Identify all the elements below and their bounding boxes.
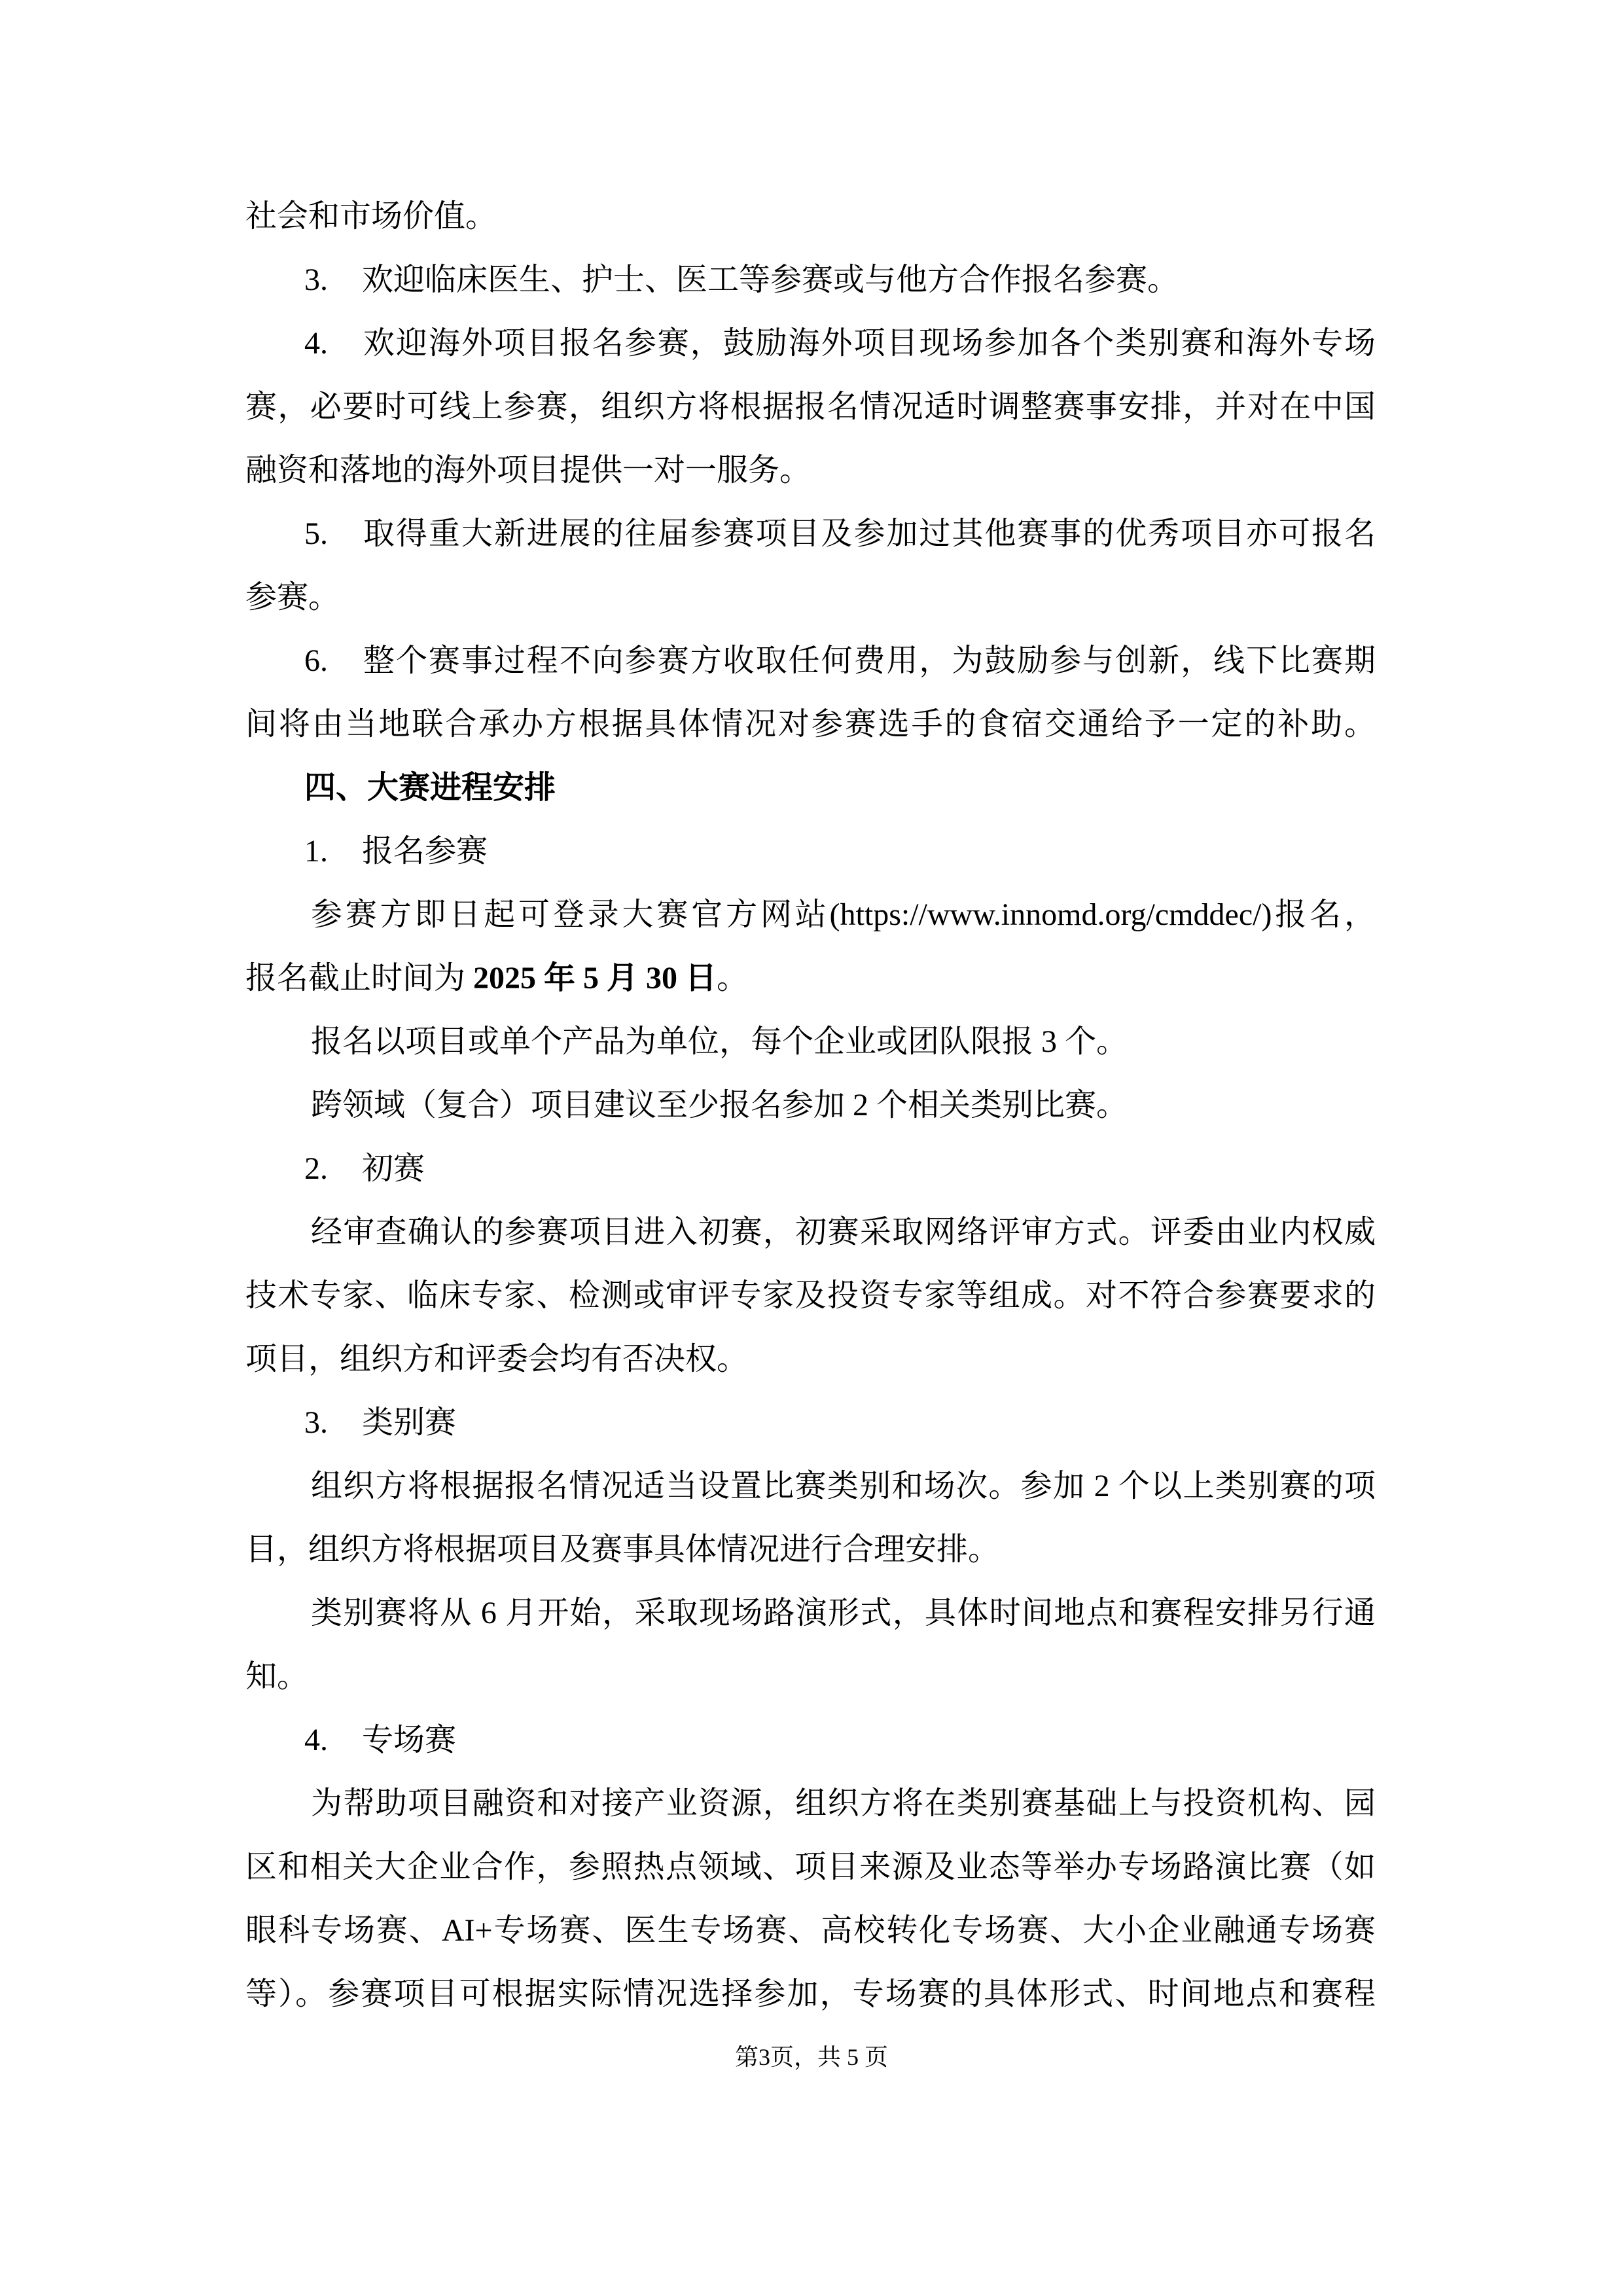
text-segment: 融资和落地的海外项目提供一对一服务。	[245, 453, 812, 488]
text-segment: 组织方将根据报名情况适当设置比赛类别和场次。参加 2 个以上类别赛的项	[311, 1469, 1376, 1503]
text-segment: 技术专家、临床专家、检测或审评专家及投资专家等组成。对不符合参赛要求的	[245, 1278, 1376, 1313]
text-line	[245, 692, 1376, 756]
numbered-line	[245, 248, 1376, 312]
text-line	[245, 1200, 1376, 1264]
text-segment: 参赛。	[245, 580, 340, 615]
numbered-line	[245, 1708, 1376, 1772]
numbered-line	[245, 629, 1376, 692]
list-number: 2.	[304, 1151, 328, 1186]
numbered-line	[245, 1391, 1376, 1454]
text-line	[245, 185, 1376, 248]
text-line	[245, 946, 1376, 1010]
text-segment: 欢迎海外项目报名参赛，鼓励海外项目现场参加各个类别赛和海外专场	[362, 326, 1376, 361]
text-line	[245, 1454, 1376, 1518]
text-line	[245, 439, 1376, 502]
text-segment: 目，组织方将根据项目及赛事具体情况进行合理安排。	[245, 1532, 1000, 1567]
text-segment: 专场赛	[362, 1723, 457, 1757]
page-footer: 第3页，共 5 页	[734, 2044, 888, 2070]
text-segment: )报名，	[1261, 897, 1376, 932]
text-line	[245, 1073, 1376, 1137]
text-segment: 为帮助项目融资和对接产业资源，组织方将在类别赛基础上与投资机构、园	[311, 1786, 1376, 1821]
website-url: https://www.innomd.org/cmddec/	[840, 897, 1262, 932]
text-line	[245, 375, 1376, 439]
list-number: 4.	[304, 326, 328, 361]
text-line	[245, 1835, 1376, 1899]
text-segment: 欢迎临床医生、护士、医工等参赛或与他方合作报名参赛。	[362, 262, 1179, 297]
text-segment: 知。	[245, 1659, 309, 1694]
numbered-line	[245, 1137, 1376, 1200]
document-body	[245, 185, 1376, 2026]
text-segment: 经审查确认的参赛项目进入初赛，初赛采取网络评审方式。评委由业内权威	[311, 1215, 1376, 1249]
numbered-line	[245, 502, 1376, 565]
text-segment: 报名以项目或单个产品为单位，每个企业或团队限报 3 个。	[311, 1024, 1128, 1059]
text-segment: 参赛方即日起可登录大赛官方网站(	[311, 897, 840, 932]
text-line	[245, 1899, 1376, 1962]
numbered-line	[245, 312, 1376, 375]
text-segment: 眼科专场赛、AI+专场赛、医生专场赛、高校转化专场赛、大小企业融通专场赛	[245, 1913, 1376, 1948]
text-line	[245, 1772, 1376, 1835]
text-line	[245, 1327, 1376, 1391]
list-number: 3.	[304, 262, 328, 297]
section-heading	[245, 756, 1376, 819]
text-segment: 等）。参赛项目可根据实际情况选择参加，专场赛的具体形式、时间地点和赛程	[245, 1977, 1376, 2011]
text-segment: 类别赛	[362, 1405, 457, 1440]
text-segment: 2025 年 5 月 30 日	[473, 961, 717, 996]
text-line	[245, 565, 1376, 629]
text-segment: 社会和市场价值。	[245, 199, 497, 234]
text-line	[245, 1581, 1376, 1645]
list-number: 1.	[304, 834, 328, 869]
text-segment: 间将由当地联合承办方根据具体情况对参赛选手的食宿交通给予一定的补助。	[245, 707, 1376, 742]
text-line	[245, 1264, 1376, 1327]
text-segment: 赛，必要时可线上参赛，组织方将根据报名情况适时调整赛事安排，并对在中国	[245, 389, 1376, 424]
text-segment: 整个赛事过程不向参赛方收取任何费用，为鼓励参与创新，线下比赛期	[362, 643, 1376, 678]
text-segment: 区和相关大企业合作，参照热点领域、项目来源及业态等举办专场路演比赛（如	[245, 1850, 1376, 1884]
text-segment: 报名参赛	[362, 834, 488, 869]
text-segment: 跨领域（复合）项目建议至少报名参加 2 个相关类别比赛。	[311, 1088, 1128, 1122]
text-line	[245, 883, 1376, 946]
list-number: 3.	[304, 1405, 328, 1440]
text-line	[245, 1010, 1376, 1073]
text-segment: 。	[717, 961, 749, 996]
text-line	[245, 1645, 1376, 1708]
list-number: 4.	[304, 1723, 328, 1757]
text-segment: 类别赛将从 6 月开始，采取现场路演形式，具体时间地点和赛程安排另行通	[311, 1596, 1376, 1630]
text-segment: 项目，组织方和评委会均有否决权。	[245, 1342, 749, 1376]
list-number: 6.	[304, 643, 328, 678]
text-segment: 四、大赛进程安排	[304, 770, 556, 805]
text-line	[245, 1962, 1376, 2026]
text-segment: 初赛	[362, 1151, 425, 1186]
numbered-line	[245, 819, 1376, 883]
text-segment: 取得重大新进展的往届参赛项目及参加过其他赛事的优秀项目亦可报名	[362, 516, 1376, 551]
text-segment: 报名截止时间为	[245, 961, 474, 996]
text-line	[245, 1518, 1376, 1581]
list-number: 5.	[304, 516, 328, 551]
